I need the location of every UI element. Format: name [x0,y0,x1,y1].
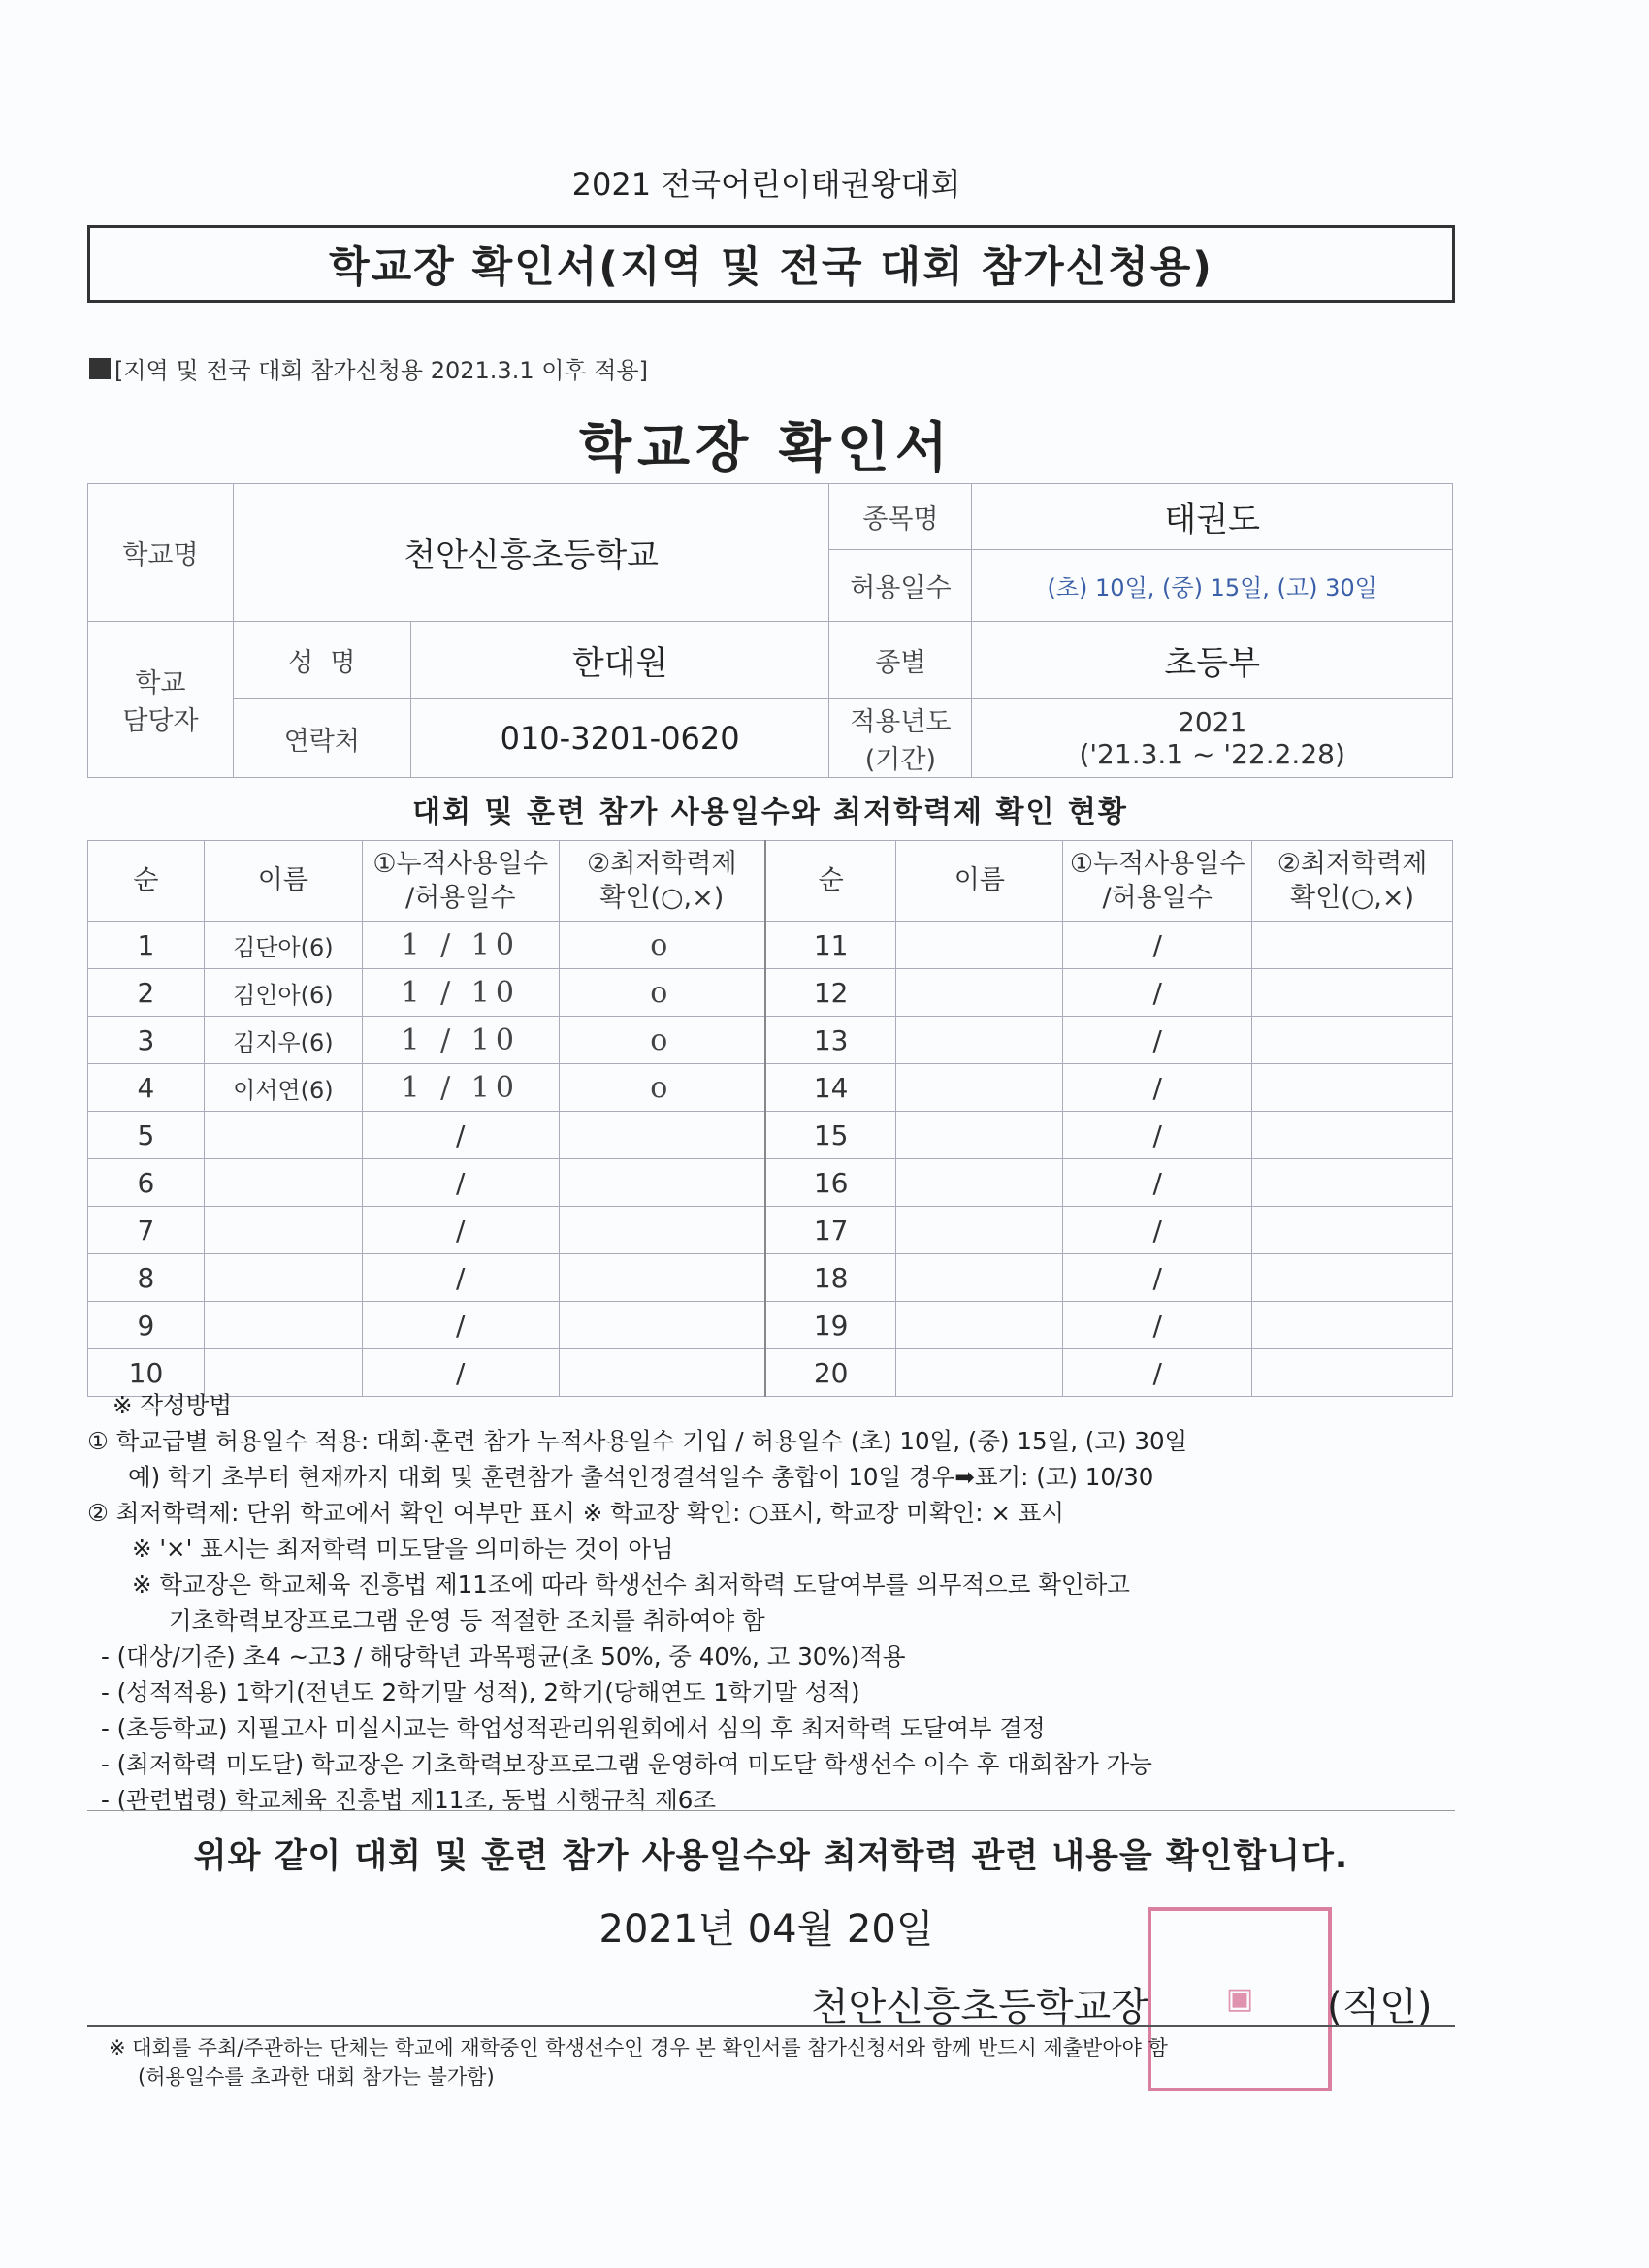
row-days: 1 / 10 [362,969,559,1017]
official-seal [1148,1907,1332,2091]
school-value: 천안신흥초등학교 [233,484,829,622]
row-no: 18 [765,1254,896,1302]
instruction-line: - (성적적용) 1학기(전년도 2학기말 성적), 2학기(당해연도 1학기말 성적) [101,1678,860,1706]
row-check: o [559,1064,765,1112]
row-check [559,1254,765,1302]
sport-label: 종목명 [829,484,972,550]
row-name [896,1159,1063,1207]
manager-label-line2: 담당자 [122,706,199,736]
name-label: 성 명 [233,622,410,699]
row-name [204,1254,362,1302]
row-name [896,1064,1063,1112]
table-row [88,1302,1453,1349]
year-label-line1: 적용년도 [850,707,952,737]
row-no: 15 [765,1112,896,1159]
row-name: 김단아(6) [204,922,362,969]
row-no: 2 [88,969,205,1017]
row-name [896,969,1063,1017]
row-check [1252,922,1453,969]
col-name-left: 이름 [204,841,362,922]
row-name [896,1017,1063,1064]
school-label: 학교명 [88,484,234,622]
instruction-line: - (최저학력 미도달) 학교장은 기초학력보장프로그램 운영하여 미도달 학생선수 이수 후 대회참가 가능 [101,1750,1152,1778]
contact-value: 010-3201-0620 [410,699,829,778]
row-days: / [1063,1159,1252,1207]
principal-name: 천안신흥초등학교장 [811,1985,1148,2029]
row-days: 1 / 10 [362,1064,559,1112]
row-days: / [1063,969,1252,1017]
row-no: 8 [88,1254,205,1302]
table-row [88,1112,1453,1159]
row-name [204,1112,362,1159]
row-name [204,1207,362,1254]
instruction-line: - (관련법령) 학교체육 진흥법 제11조, 동법 시행규칙 제6조 [101,1786,717,1814]
row-days: / [362,1207,559,1254]
instruction-line: ① 학교급별 허용일수 적용: 대회·훈련 참가 누적사용일수 기입 / 허용일수 (초) 10일, (중) 15일, (고) 30일 [87,1427,1188,1455]
row-name: 이서연(6) [204,1064,362,1112]
instruction-line: 기초학력보장프로그램 운영 등 적절한 조치를 취하여야 함 [169,1606,765,1635]
row-no: 1 [88,922,205,969]
divider [87,1810,1455,1811]
row-no: 5 [88,1112,205,1159]
row-no: 4 [88,1064,205,1112]
year-value-line1: 2021 [1178,706,1247,738]
row-days: / [362,1302,559,1349]
row-name [204,1302,362,1349]
row-no: 12 [765,969,896,1017]
col-name-right: 이름 [896,841,1063,922]
apply-note-text: [지역 및 전국 대회 참가신청용 2021.3.1 이후 적용] [114,357,648,384]
instruction-line: ② 최저학력제: 단위 학교에서 확인 여부만 표시 ※ 학교장 확인: ○표시, 학교장 미확인: × 표시 [87,1499,1064,1527]
instruction-line: ※ '×' 표시는 최저학력 미도달을 의미하는 것이 아님 [132,1535,674,1563]
row-days: 1 / 10 [362,922,559,969]
category-value: 초등부 [972,622,1453,699]
row-check [1252,1112,1453,1159]
col-check-left-line2: 확인(○,×) [599,883,725,913]
name-value: 한대원 [410,622,829,699]
apply-note [89,351,648,385]
row-no: 20 [765,1349,896,1397]
row-check [559,1302,765,1349]
col-check-right [1252,841,1453,922]
row-days: / [362,1349,559,1397]
row-days: / [1063,1064,1252,1112]
row-no: 7 [88,1207,205,1254]
row-no: 16 [765,1159,896,1207]
table-row [88,969,1453,1017]
col-check-left [559,841,765,922]
table-row [88,1254,1453,1302]
row-check [559,1207,765,1254]
instruction-line: ※ 학교장은 학교체육 진흥법 제11조에 따라 학생선수 최저학력 도달여부를 의무적으로 확인하고 [132,1571,1130,1599]
row-no: 17 [765,1207,896,1254]
table-row [88,1017,1453,1064]
form-title-box: 학교장 확인서(지역 및 전국 대회 참가신청용) [87,225,1455,303]
row-name: 김인아(6) [204,969,362,1017]
row-days: / [362,1112,559,1159]
col-days-left [362,841,559,922]
row-no: 10 [88,1349,205,1397]
row-check [1252,969,1453,1017]
footer-divider [87,2025,1455,2027]
row-days: / [362,1159,559,1207]
row-no: 13 [765,1017,896,1064]
row-name [896,1254,1063,1302]
records-header-row [88,841,1453,922]
row-days: / [1063,1254,1252,1302]
manager-label-line1: 학교 [135,668,186,698]
seal-mark: ▣ [1225,1982,1254,2016]
row-name [896,922,1063,969]
col-days-right-line2: /허용일수 [1102,883,1212,913]
document-title: 학교장 확인서 [578,417,954,480]
row-check [1252,1159,1453,1207]
year-label-line2: (기간) [864,745,936,775]
school-info-table [87,483,1453,778]
col-no-left: 순 [88,841,205,922]
instructions-heading: ※ 작성방법 [113,1391,232,1419]
row-check [1252,1017,1453,1064]
confirmation-text: 위와 같이 대회 및 훈련 참가 사용일수와 최저학력 관련 내용을 확인합니다. [193,1837,1349,1876]
instruction-line: - (초등학교) 지필고사 미실시교는 학업성적관리위원회에서 심의 후 최저학력 도달여부 결정 [101,1714,1046,1742]
allowed-days-label: 허용일수 [829,550,972,622]
table-row [88,1064,1453,1112]
row-check: o [559,922,765,969]
manager-label [88,622,234,778]
col-check-right-line1: ②최저학력제 [1277,848,1428,879]
table-row [88,922,1453,969]
row-no: 14 [765,1064,896,1112]
instruction-line: - (대상/기준) 초4 ~고3 / 해당학년 과목평균(초 50%, 중 40%, 고 30%)적용 [101,1642,906,1670]
row-name [896,1302,1063,1349]
row-name [896,1207,1063,1254]
row-check: o [559,1017,765,1064]
category-label: 종별 [829,622,972,699]
row-no: 11 [765,922,896,969]
allowed-days-value: (초) 10일, (중) 15일, (고) 30일 [972,550,1453,622]
table-row [88,1159,1453,1207]
row-no: 9 [88,1302,205,1349]
row-no: 19 [765,1302,896,1349]
sport-value: 태권도 [972,484,1453,550]
confirmation-date: 2021년 04월 20일 [598,1907,934,1952]
row-no: 6 [88,1159,205,1207]
row-name [204,1159,362,1207]
row-days: / [362,1254,559,1302]
footer-line-2: (허용일수를 초과한 대회 참가는 불가함) [138,2065,495,2089]
seal-label: (직인) [1327,1985,1433,2029]
col-no-right: 순 [765,841,896,922]
instructions [87,1387,1465,1818]
row-check: o [559,969,765,1017]
year-value-line2: ('21.3.1 ~ '22.2.28) [1079,738,1345,770]
col-days-left-line2: /허용일수 [404,883,516,913]
row-days: 1 / 10 [362,1017,559,1064]
col-check-right-line2: 확인(○,×) [1290,883,1415,913]
row-days: / [1063,1207,1252,1254]
row-check [1252,1064,1453,1112]
records-section-title: 대회 및 훈련 참가 사용일수와 최저학력제 확인 현황 [412,795,1128,829]
row-days: / [1063,1017,1252,1064]
footer-note [109,2033,1168,2091]
row-name: 김지우(6) [204,1017,362,1064]
contact-label: 연락처 [233,699,410,778]
table-row [88,1207,1453,1254]
row-check [1252,1254,1453,1302]
event-title: 2021 전국어린이태권왕대회 [571,166,961,203]
row-check [559,1112,765,1159]
row-check [559,1159,765,1207]
footer-line-1: ※ 대회를 주최/주관하는 단체는 학교에 재학중인 학생선수인 경우 본 확인서를 참가신청서와 함께 반드시 제출받아야 함 [109,2036,1168,2059]
col-days-right [1063,841,1252,922]
square-bullet-icon [89,358,111,379]
col-days-right-line1: ①누적사용일수 [1069,848,1245,879]
row-days: / [1063,1302,1252,1349]
row-name [896,1112,1063,1159]
year-value [972,699,1453,778]
row-days: / [1063,1112,1252,1159]
row-no: 3 [88,1017,205,1064]
records-table [87,840,1453,1397]
col-check-left-line1: ②최저학력제 [586,848,737,879]
row-days: / [1063,922,1252,969]
row-check [1252,1302,1453,1349]
row-days: / [1063,1349,1252,1397]
year-label [829,699,972,778]
row-check [1252,1207,1453,1254]
col-days-left-line1: ①누적사용일수 [372,848,549,879]
instruction-line: 예) 학기 초부터 현재까지 대회 및 훈련참가 출석인정결석일수 총합이 10일 경우➡표기: (고) 10/30 [128,1463,1154,1491]
